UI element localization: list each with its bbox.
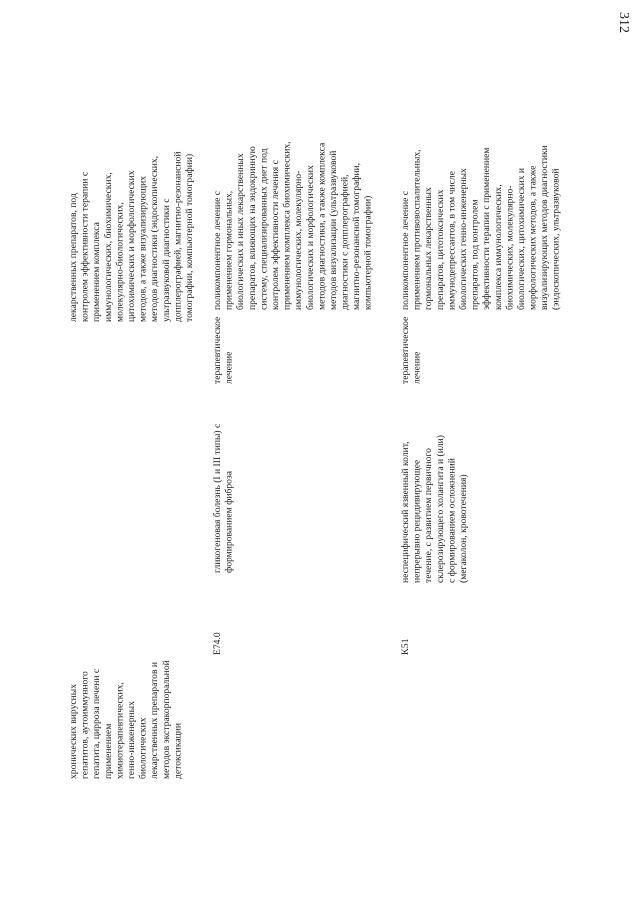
method-line: биологических генно-инженерных: [457, 168, 469, 310]
condition-line: с формированием осложнений: [446, 458, 458, 583]
row1-condition-cell: [212, 388, 235, 573]
method-line: морфологических методов, а также: [527, 165, 539, 310]
method-line: (эндоскопических, ультразвуковой: [550, 168, 562, 310]
method-line: методов диагностики, а также комплекса: [316, 142, 328, 310]
treatment-line: терапевтическое: [400, 316, 411, 384]
condition-line: хронических вирусных: [68, 684, 79, 779]
method-line: применением комплекса: [91, 222, 103, 322]
method-line: биологических и иных лекарственных: [235, 153, 247, 310]
method-line: методов, а также визуализирующих: [137, 175, 149, 322]
row2-method-cell: [400, 100, 562, 310]
method-line: препаратов, цитотоксических: [434, 189, 446, 310]
method-line: методов диагностики (эндоскопических,: [149, 155, 161, 322]
condition-line: применением: [102, 723, 114, 779]
method-line: допплерографией, магнитно-резонансной: [172, 151, 184, 322]
condition-line: (мегаколон, кровотечения): [457, 474, 469, 583]
method-line: контролем эффективности лечения с: [269, 160, 281, 310]
condition-line: химиотерапевтических,: [114, 682, 126, 779]
method-line: систему, специализированных диет под: [258, 148, 270, 310]
method-line: эффективности терапии с применением: [481, 147, 493, 310]
row1-treatment-cell: [212, 318, 235, 384]
method-line: гормональных лекарственных: [423, 187, 435, 310]
method-line: иммунологических, молекулярно-: [293, 170, 305, 310]
row2-code: K51: [400, 638, 411, 655]
method-line: биохимических, молекулярно-: [504, 185, 516, 310]
method-line: компьютерной томографии): [362, 195, 374, 310]
condition-line: непрерывно рецидивирующее: [411, 459, 423, 583]
condition-line: гепатита, цирроза печени с: [91, 668, 103, 779]
method-line: цитохимических и морфологических: [125, 170, 137, 322]
method-line: контролем эффективности терапии с: [79, 171, 91, 322]
method-line: поликомпонентное лечение с: [212, 190, 223, 310]
condition-line: неспецифический язвенный колит,: [400, 441, 411, 583]
method-line: методов визуализации (ультразвуковой: [327, 150, 339, 310]
method-line: диагностики с допплерографией,: [339, 174, 351, 310]
method-line: иммунологических, биохимических,: [102, 172, 114, 322]
method-line: иммунодепрессантов, в том числе: [446, 171, 458, 310]
condition-line: гликогеновая болезнь (I и III типы) с: [212, 423, 223, 573]
row2-treatment-cell: [400, 318, 423, 384]
condition-line: формированием фиброза: [223, 471, 235, 573]
method-line: препаратов, влияющих на эндокринную: [246, 146, 258, 310]
method-line: поликомпонентное лечение с: [400, 190, 411, 310]
page-number: 312: [616, 12, 631, 33]
row1-method-cell: [212, 100, 374, 310]
method-line: биологических и морфологических: [304, 165, 316, 310]
method-line: препаратов, под контролем: [469, 199, 481, 310]
method-line: комплекса иммунологических,: [492, 184, 504, 310]
row0-method-cell: [68, 100, 196, 322]
condition-line: генно-инженерных: [125, 701, 137, 779]
row2-condition-cell: [400, 388, 470, 583]
method-line: применением комплекса биохимических,: [281, 141, 293, 310]
treatment-line: терапевтическое: [212, 316, 223, 384]
method-line: ультразвуковой диагностики с: [160, 198, 172, 322]
condition-line: гепатитов, аутоиммунного: [79, 671, 91, 779]
condition-line: детоксикации: [172, 723, 184, 779]
method-line: биологических, цитохимических и: [515, 167, 527, 310]
method-line: применением противовоспалительных,: [411, 149, 423, 310]
method-line: томографии, компьютерной томографии): [183, 153, 195, 322]
condition-line: методов экстракорпоральной: [160, 660, 172, 779]
condition-line: течение, с развитием первичного: [423, 448, 435, 583]
treatment-line: лечение: [411, 351, 423, 384]
condition-line: лекарственных препаратов и: [149, 661, 161, 779]
method-line: магнитно-резонансной томографии,: [351, 162, 363, 310]
method-line: визуализирующих методов диагностики: [539, 145, 551, 310]
method-line: лекарственных препаратов, под: [68, 193, 79, 322]
method-line: молекулярно-биологических,: [114, 202, 126, 322]
condition-line: биологических: [137, 717, 149, 779]
row0-condition-cell: [68, 585, 184, 779]
method-line: применением гормональных,: [223, 190, 235, 310]
treatment-line: лечение: [223, 351, 235, 384]
row1-code: E74.0: [212, 632, 223, 655]
condition-line: склерозирующего холангита и (или): [434, 435, 446, 583]
